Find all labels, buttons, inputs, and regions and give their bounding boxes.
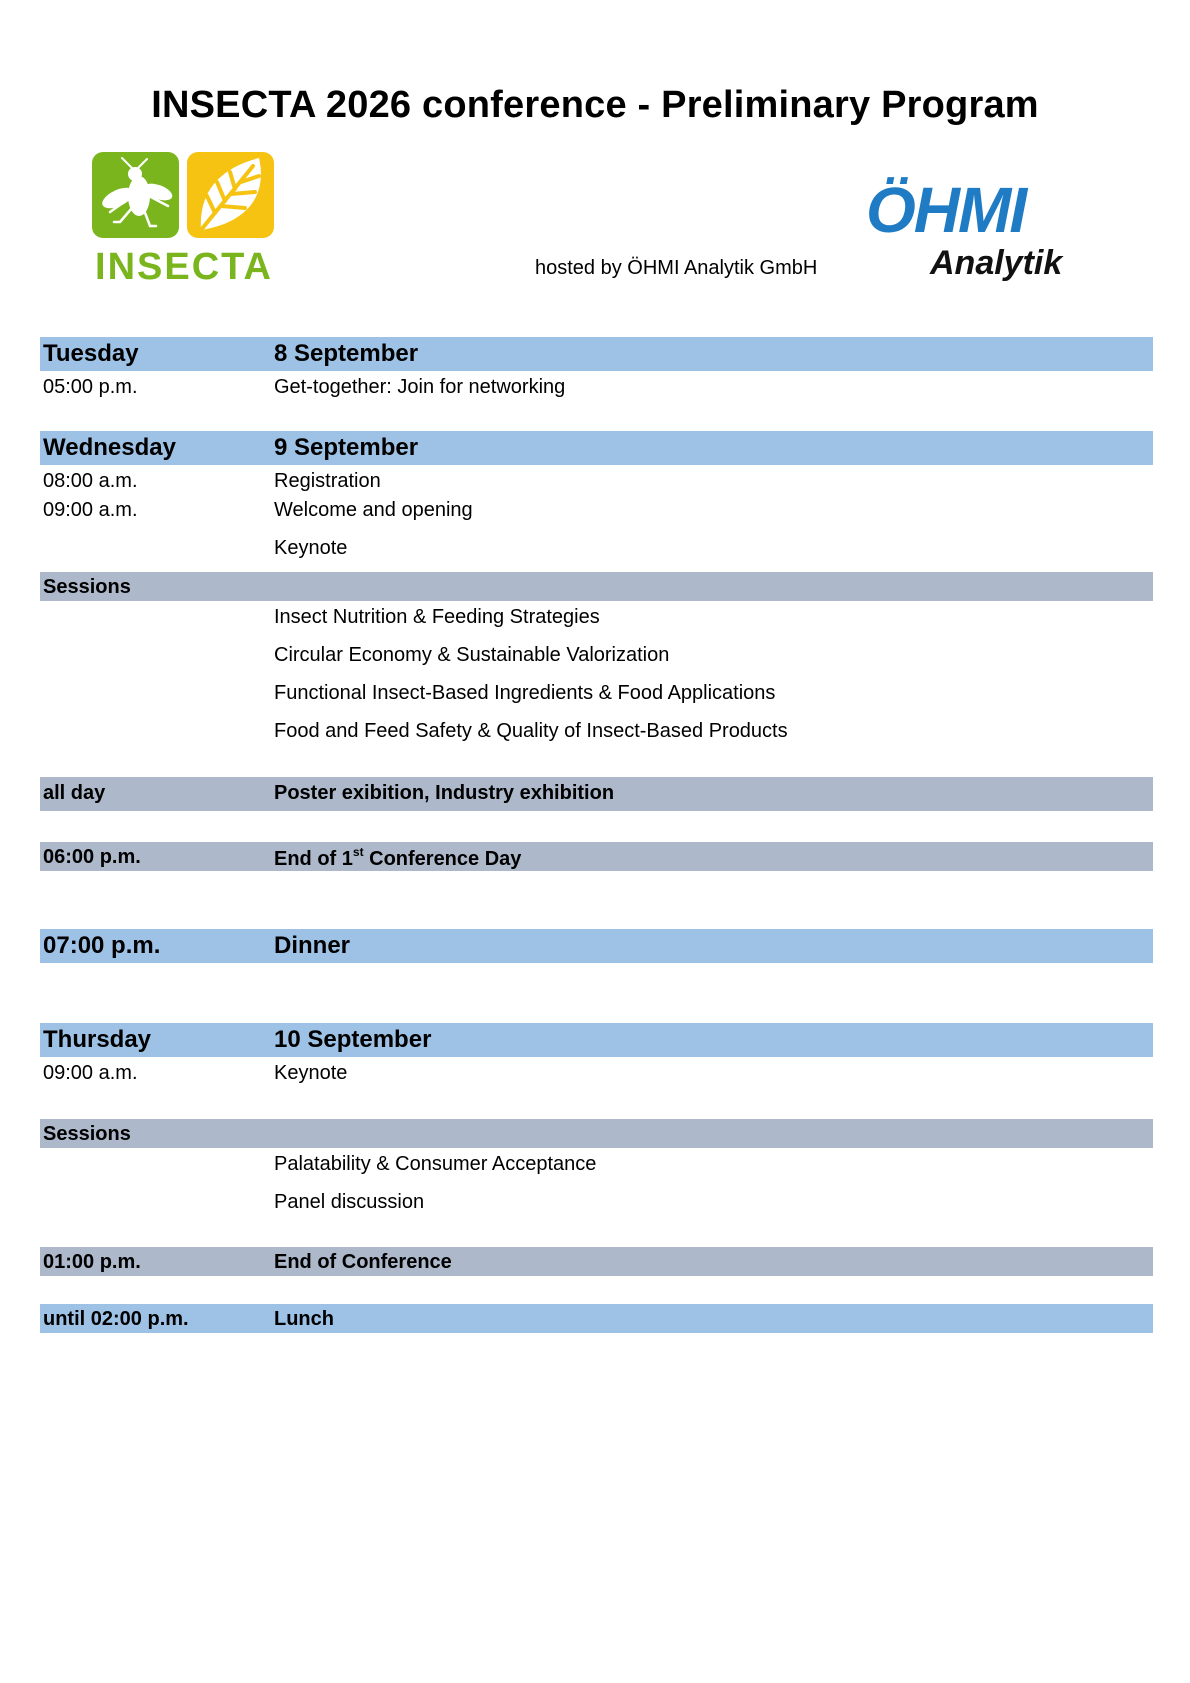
event: End of 1st Conference Day [274,845,522,870]
date-label: 9 September [274,434,419,461]
day-label: Wednesday [43,434,176,461]
page-title: INSECTA 2026 conference - Preliminary Program [151,84,1039,126]
insecta-logo [92,152,280,288]
wednesday-header [40,431,1153,465]
time: until 02:00 p.m. [43,1308,189,1330]
leaf-icon [187,152,274,238]
time: 06:00 p.m. [43,846,141,868]
session-title: Panel discussion [274,1191,425,1213]
event: Lunch [274,1308,334,1330]
date-label: 10 September [274,1026,432,1053]
date-label: 8 September [274,340,419,367]
ohmi-logo [866,174,1076,288]
sessions-label: Sessions [43,576,131,598]
event: Welcome and opening [274,499,473,521]
allday-row [40,777,1153,811]
session-title: Circular Economy & Sustainable Valorization [274,644,670,666]
time: 09:00 a.m. [43,499,138,521]
thursday-header [40,1023,1153,1057]
event: Dinner [274,932,351,959]
sessions-header [40,1119,1153,1148]
event: Registration [274,470,381,492]
session-title: Food and Feed Safety & Quality of Insect-Based Products [274,720,788,742]
sessions-label: Sessions [43,1123,131,1145]
event: Poster exibition, Industry exhibition [274,782,615,804]
event: End of Conference [274,1251,452,1273]
event: Keynote [274,1062,348,1084]
end-day-row [40,842,1153,871]
day-label: Tuesday [43,340,139,367]
session-title: Functional Insect-Based Ingredients & Food Applications [274,682,776,704]
lunch-row [40,1304,1153,1333]
time: 07:00 p.m. [43,932,161,959]
time: 08:00 a.m. [43,470,138,492]
event: Get-together: Join for networking [274,376,566,398]
tuesday-header [40,337,1153,371]
end-conference-row [40,1247,1153,1276]
session-title: Palatability & Consumer Acceptance [274,1153,597,1175]
ohmi-wordmark: ÖHMI [866,174,1026,246]
dinner-row [40,929,1153,963]
hosted-by: hosted by ÖHMI Analytik GmbH [535,257,818,279]
sessions-header [40,572,1153,601]
insecta-wordmark: INSECTA [95,246,273,288]
day-label: Thursday [43,1026,152,1053]
fly-icon [92,152,179,238]
session-title: Insect Nutrition & Feeding Strategies [274,606,600,628]
event: Keynote [274,537,348,559]
time: all day [43,782,106,804]
time: 09:00 a.m. [43,1062,138,1084]
analytik-wordmark: Analytik [930,244,1063,282]
time: 05:00 p.m. [43,376,138,398]
time: 01:00 p.m. [43,1251,141,1273]
